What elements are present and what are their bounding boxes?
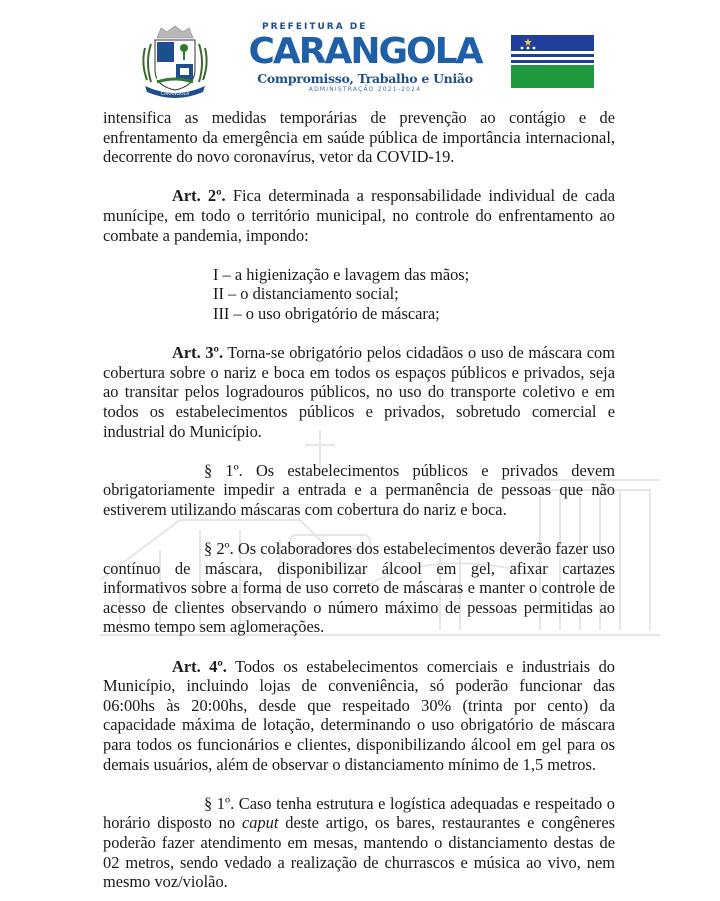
caput-term: caput [241, 813, 279, 833]
prefeitura-logo [240, 22, 490, 94]
article-2-item: II – o distanciamento social; [213, 284, 399, 304]
decree-document [103, 108, 615, 892]
paragraph-text: Os colaboradores dos estabelecimentos deverão fazer uso contínuo de máscara, disponibilizar álcool em gel, afixar cartazes informativos sobre a forma de uso correto de máscaras e manter o controle de acesso de clientes observando o número máximo de pessoas permitidas ao mesmo tempo sem aglomerações. [103, 539, 615, 637]
article-4 [103, 657, 615, 775]
article-2-item: III – o uso obrigatório de máscara; [213, 303, 440, 323]
intro-paragraph: intensifica as medidas temporárias de prevenção ao contágio e de enfrentamento da emergência em saúde pública de importância internacional, decorrente do novo coronavírus, vetor da COVID-19. [103, 108, 615, 167]
logo-city-name: CARANGOLA [248, 31, 482, 72]
article-4-text: Todos os estabelecimentos comerciais e industriais do Município, incluindo lojas de conveniência, só poderão funcionar das 06:00hs às 20:00hs, desde que respeitado 30% (trinta por cento) da capacidade máxima de lotação, determinando o uso obrigatório de máscara para todos os funcionários e clientes, disponibilizando álcool em gel para os demais usuários, além de observar o distanciamento mínimo de 1,5 metros. [103, 656, 615, 774]
paragraph-label: § 1º. [204, 793, 235, 813]
coat-of-arms-label: CARANGOLA [160, 92, 190, 97]
article-3-paragraph-2 [103, 539, 615, 637]
article-3-label: Art. 3º. [172, 343, 224, 363]
paragraph-text: deste artigo, os bares, restaurantes e congêneres poderão fazer atendimento em mesas, mantendo o distanciamento destas de 02 metros, sendo vedado a realização de churrascos e música ao vivo, nem mesmo voz/violão. [103, 813, 615, 892]
article-2 [103, 186, 615, 245]
article-2-item: I – a higienização e lavagem das mãos; [213, 264, 470, 284]
paragraph-label: § 2º. [204, 539, 234, 559]
paragraph-label: § 1º. [204, 460, 243, 480]
logo-administration: ADMINISTRAÇÃO 2021-2024 [308, 86, 422, 93]
article-2-text: Fica determinada a responsabilidade individual de cada munícipe, em todo o território municipal, no controle do enfrentamento ao combate a pandemia, impondo: [103, 186, 615, 245]
letterhead [0, 0, 720, 108]
logo-motto: Compromisso, Trabalho e União [257, 71, 473, 86]
coat-of-arms-icon [137, 24, 213, 104]
article-3 [103, 343, 615, 441]
article-3-paragraph-1 [103, 461, 615, 520]
municipal-flag-icon [511, 35, 594, 88]
article-2-label: Art. 2º. [172, 186, 226, 206]
article-3-text: Torna-se obrigatório pelos cidadãos o uso de máscara com cobertura sobre o nariz e boca em todos os espaços públicos e privados, seja ao transitar pelos logradouros públicos, no uso do transporte coletivo e em todos os estabelecimentos públicos e privados, sobretudo comercial e industrial do Município. [103, 343, 616, 441]
article-4-label: Art. 4º. [172, 656, 227, 676]
article-4-paragraph-1 [103, 794, 615, 892]
logo-prefeitura-text: PREFEITURA DE [262, 22, 368, 32]
article-2-items [103, 265, 615, 324]
paragraph-text: Os estabelecimentos públicos e privados devem obrigatoriamente impedir a entrada e a permanência de pessoas que não estiverem utilizando máscaras com cobertura do nariz e boca. [103, 460, 616, 519]
paragraph-text: Caso tenha estrutura e logística adequadas e respeitado o horário disposto no [103, 793, 615, 833]
